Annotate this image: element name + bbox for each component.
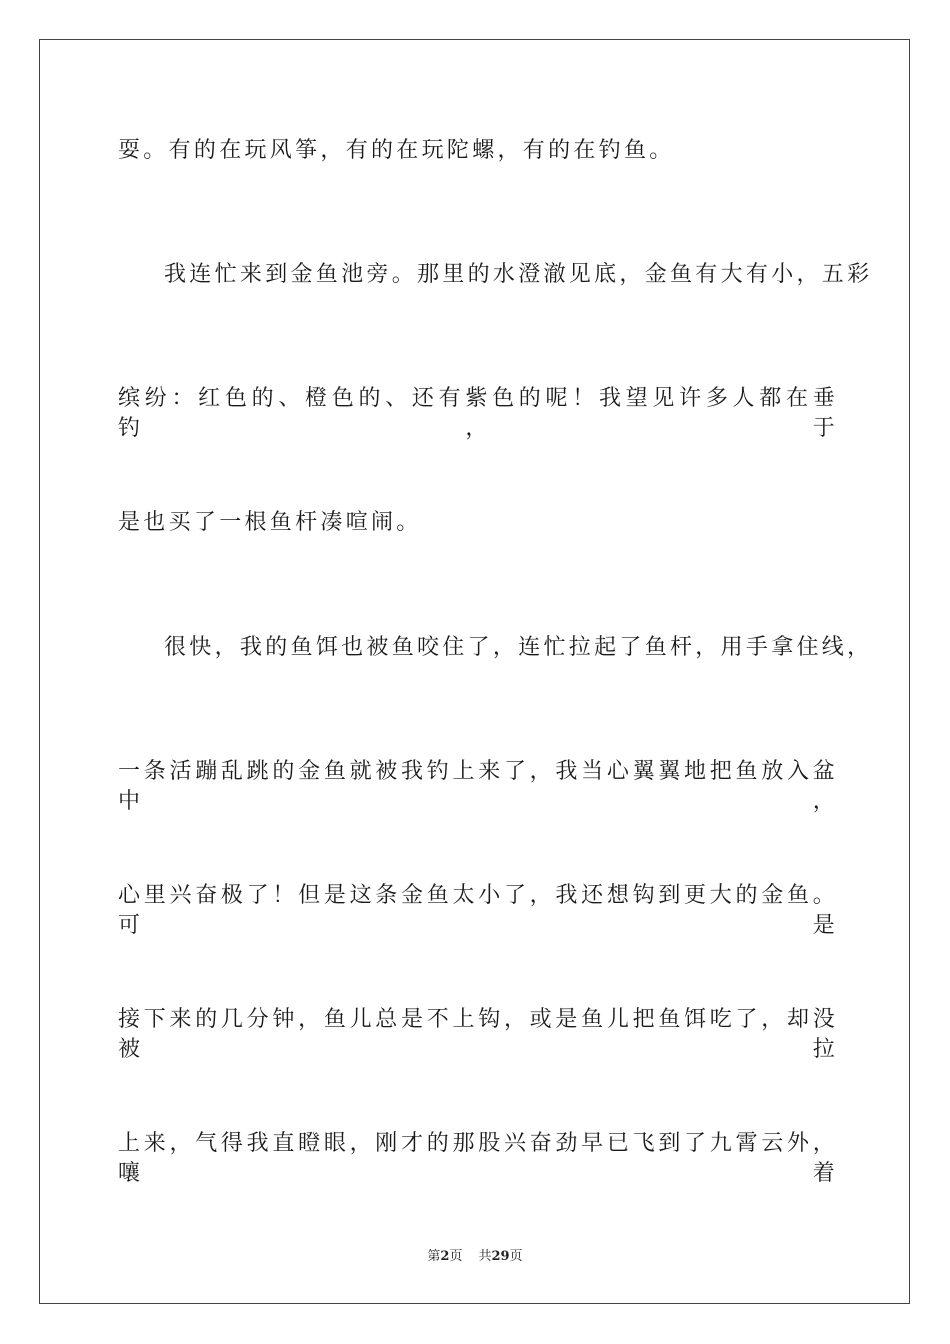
text-line-1: 耍。有的在玩风筝，有的在玩陀螺，有的在钓鱼。 bbox=[118, 138, 675, 163]
text-line-3: 缤纷：红色的、橙色的、还有紫色的呢！我望见许多人都在垂钓，于 bbox=[118, 386, 838, 441]
page-prefix: 第 bbox=[427, 1249, 441, 1264]
text-line-6: 一条活蹦乱跳的金鱼就被我钓上来了，我当心翼翼地把鱼放入盆中， bbox=[118, 759, 838, 814]
text-line-8: 接下来的几分钟，鱼儿总是不上钩，或是鱼儿把鱼饵吃了，却没被拉 bbox=[118, 1007, 838, 1062]
page-footer bbox=[0, 1248, 950, 1266]
text-line-7: 心里兴奋极了！但是这条金鱼太小了，我还想钩到更大的金鱼。可是 bbox=[118, 883, 838, 938]
text-line-4: 是也买了一根鱼杆凑喧闹。 bbox=[118, 510, 422, 535]
page-suffix: 页 bbox=[449, 1249, 463, 1264]
page-number: 2 bbox=[440, 1249, 450, 1264]
total-suffix: 页 bbox=[509, 1249, 523, 1264]
total-prefix: 共 bbox=[478, 1249, 492, 1264]
page-frame bbox=[39, 39, 910, 1304]
text-line-9: 上来，气得我直瞪眼，刚才的那股兴奋劲早已飞到了九霄云外，嚷着 bbox=[118, 1131, 838, 1186]
total-pages: 29 bbox=[491, 1249, 510, 1264]
text-line-2: 我连忙来到金鱼池旁。那里的水澄澈见底，金鱼有大有小，五彩 bbox=[164, 262, 873, 287]
text-line-5: 很快，我的鱼饵也被鱼咬住了，连忙拉起了鱼杆，用手拿住线， bbox=[164, 635, 873, 660]
